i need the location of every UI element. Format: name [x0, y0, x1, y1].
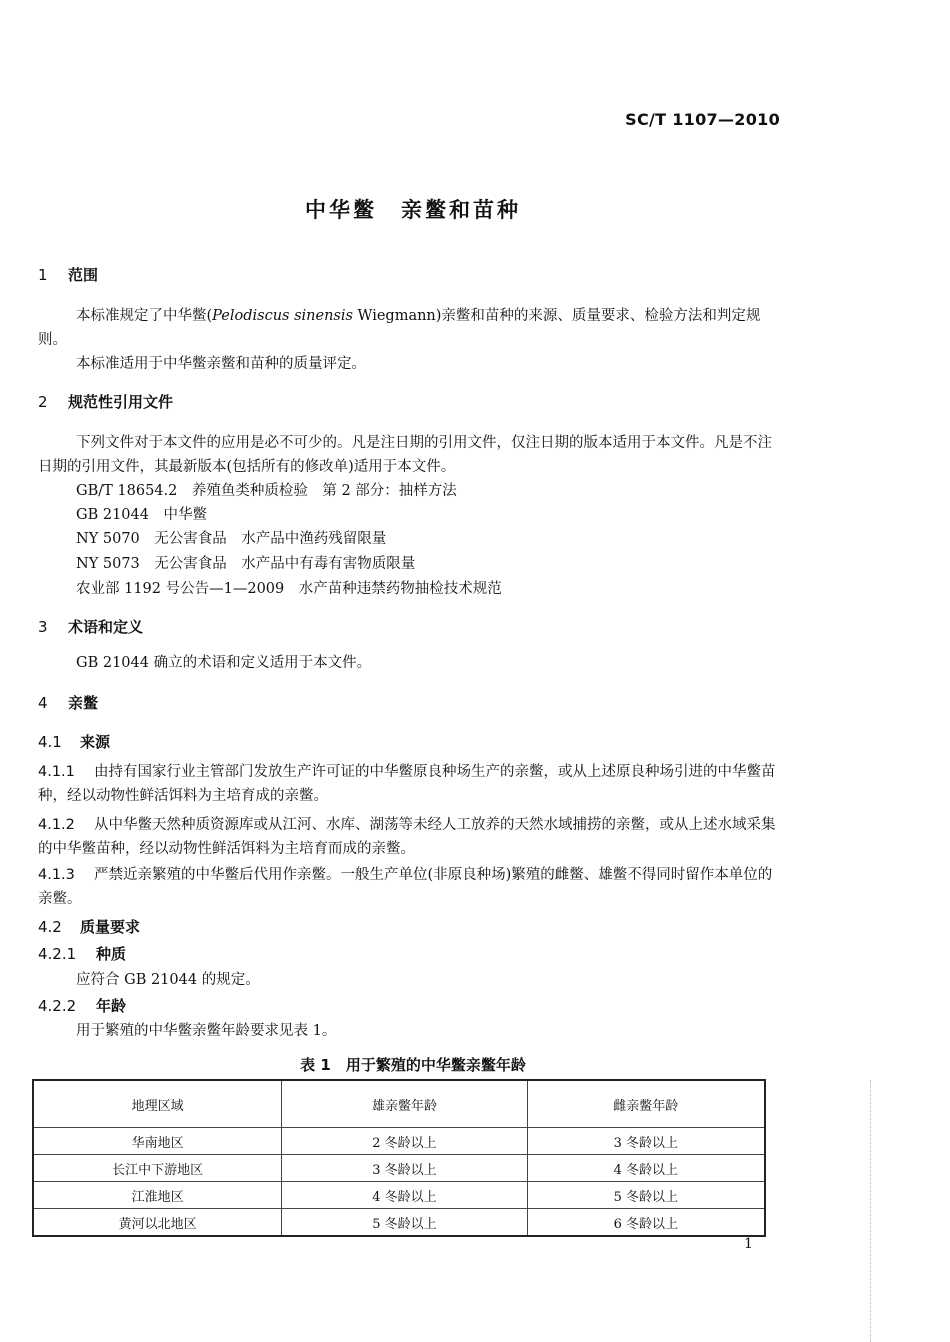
section-2-heading: [38, 391, 173, 412]
table-cell: 长江中下游地区: [33, 1155, 282, 1182]
table-header-row: [33, 1080, 765, 1128]
subsection-title: 质量要求: [80, 918, 141, 936]
table-cell: 6 冬龄以上: [527, 1209, 765, 1237]
column-header: 地理区域: [33, 1080, 282, 1128]
clause-number: 4.1.3: [38, 867, 75, 883]
sec1-paragraph-1: [38, 304, 780, 352]
table-cell: 江淮地区: [33, 1182, 282, 1209]
sec1-p1-text-b: Wiegmann)亲鳖和苗种的来源、质量要求、检验方法和判定规则。: [38, 308, 761, 348]
scan-edge-line: [870, 1080, 872, 1342]
column-header: 雄亲鳖年龄: [282, 1080, 527, 1128]
clause-4-1-1: [38, 760, 780, 808]
table-row: [33, 1182, 765, 1209]
sec1-paragraph-2: 本标准适用于中华鳖亲鳖和苗种的质量评定。: [76, 356, 366, 372]
clause-4-2-1-text: 应符合 GB 21044 的规定。: [76, 972, 260, 988]
column-header: 雌亲鳖年龄: [527, 1080, 765, 1128]
section-number: 2: [38, 393, 48, 411]
clause-4-2-2-text: 用于繁殖的中华鳖亲鳖年龄要求见表 1。: [76, 1023, 337, 1039]
subsection-title: 年龄: [96, 997, 127, 1015]
clause-text: 严禁近亲繁殖的中华鳖后代用作亲鳖。一般生产单位(非原良种场)繁殖的雌鳖、雄鳖不得同时留作本单位的亲鳖。: [38, 867, 773, 907]
table-row: [33, 1155, 765, 1182]
sec2-paragraph-1: 下列文件对于本文件的应用是必不可少的。凡是注日期的引用文件，仅注日期的版本适用于本文件。凡是不注日期的引用文件，其最新版本(包括所有的修改单)适用于本文件。: [38, 435, 772, 475]
table-cell: 黄河以北地区: [33, 1209, 282, 1237]
standard-code: SC/T 1107—2010: [625, 110, 780, 129]
clause-4-1-2: [38, 813, 780, 861]
table-cell: 4 冬龄以上: [282, 1182, 527, 1209]
page-number: 1: [744, 1236, 753, 1252]
species-name: Pelodiscus sinensis: [212, 308, 353, 324]
subsection-title: 来源: [80, 733, 111, 751]
section-number: 4: [38, 694, 48, 712]
section-number: 1: [38, 266, 48, 284]
clause-text: 由持有国家行业主管部门发放生产许可证的中华鳖原良种场生产的亲鳖，或从上述原良种场引进的中华鳖苗种，经以动物性鲜活饵料为主培育成的亲鳖。: [38, 764, 776, 804]
section-title: 规范性引用文件: [68, 393, 174, 411]
subsection-4-2-heading: [38, 916, 140, 937]
table-cell: 5 冬龄以上: [282, 1209, 527, 1237]
section-title: 术语和定义: [68, 618, 144, 636]
table-cell: 2 冬龄以上: [282, 1128, 527, 1155]
document-title: 中华鳖 亲鳖和苗种: [305, 198, 521, 222]
subsection-title: 种质: [96, 945, 127, 963]
subsection-4-2-2-heading: [38, 995, 126, 1016]
sec3-paragraph-1: GB 21044 确立的术语和定义适用于本文件。: [76, 655, 372, 671]
subsection-4-2-1-heading: [38, 943, 126, 964]
reference-item: GB/T 18654.2 养殖鱼类种质检验 第 2 部分：抽样方法: [76, 483, 457, 499]
table-cell: 5 冬龄以上: [527, 1182, 765, 1209]
clause-number: 4.1.2: [38, 817, 75, 833]
table-cell: 3 冬龄以上: [282, 1155, 527, 1182]
section-4-heading: [38, 692, 98, 713]
reference-item: NY 5070 无公害食品 水产品中渔药残留限量: [76, 531, 387, 547]
table-row: [33, 1209, 765, 1237]
clause-text: 从中华鳖天然种质资源库或从江河、水库、湖荡等未经人工放养的天然水域捕捞的亲鳖，或从上述水域采集的中华鳖苗种，经以动物性鲜活饵料为主培育而成的亲鳖。: [38, 817, 776, 857]
section-3-heading: [38, 616, 143, 637]
subsection-4-1-heading: [38, 731, 110, 752]
sec1-p1-text-a: 本标准规定了中华鳖(: [76, 308, 213, 324]
table-cell: 华南地区: [33, 1128, 282, 1155]
reference-item: 农业部 1192 号公告—1—2009 水产苗种违禁药物抽检技术规范: [76, 581, 502, 597]
reference-item: GB 21044 中华鳖: [76, 507, 207, 523]
section-title: 范围: [68, 266, 99, 284]
subsection-number: 4.2.1: [38, 945, 77, 963]
age-table: [32, 1079, 766, 1237]
section-number: 3: [38, 618, 48, 636]
section-title: 亲鳖: [68, 694, 99, 712]
clause-4-1-3: [38, 863, 780, 911]
table-cell: 3 冬龄以上: [527, 1128, 765, 1155]
table-caption: 表 1 用于繁殖的中华鳖亲鳖年龄: [300, 1056, 526, 1074]
clause-number: 4.1.1: [38, 764, 75, 780]
table-cell: 4 冬龄以上: [527, 1155, 765, 1182]
table-row: [33, 1128, 765, 1155]
reference-item: NY 5073 无公害食品 水产品中有毒有害物质限量: [76, 556, 416, 572]
subsection-number: 4.2: [38, 918, 62, 936]
subsection-number: 4.2.2: [38, 997, 77, 1015]
section-1-heading: [38, 264, 98, 285]
subsection-number: 4.1: [38, 733, 62, 751]
